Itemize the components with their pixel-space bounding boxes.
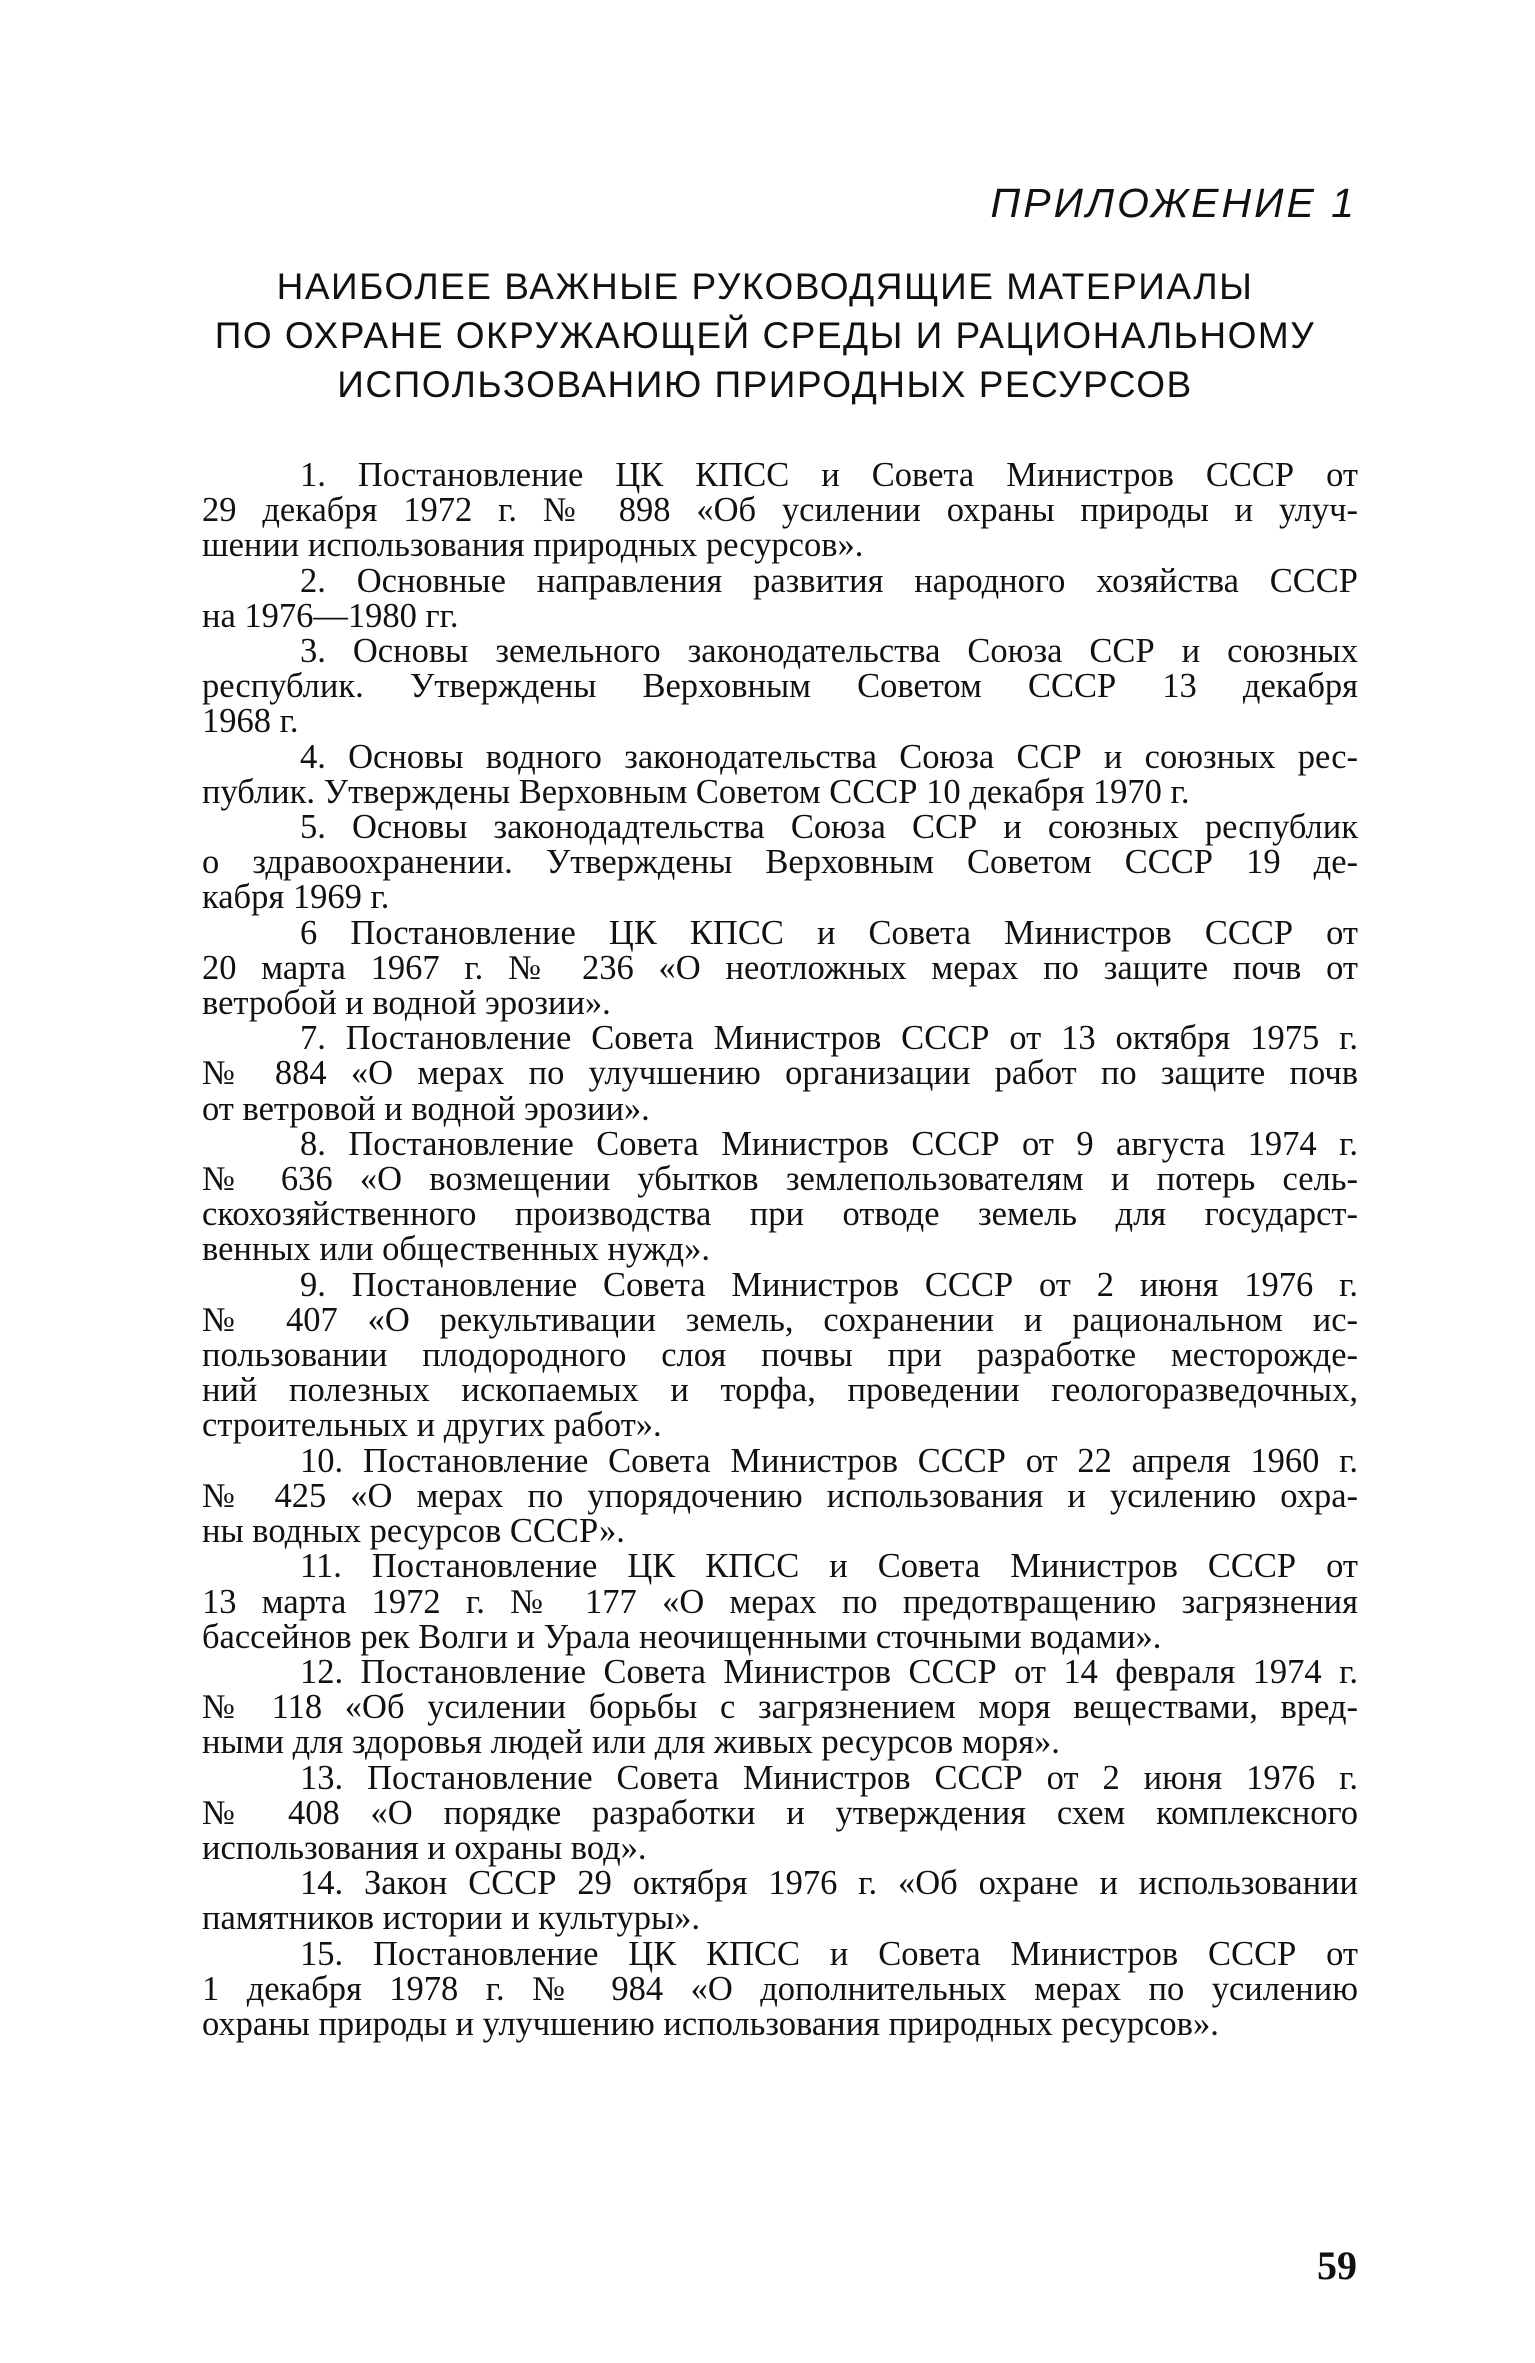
- list-item: [202, 1021, 1358, 1127]
- entry-line: пользовании плодородного слоя почвы при разработке месторожде-: [202, 1336, 1358, 1375]
- entry-line: скохозяйственного производства при отводе земель для государст-: [202, 1195, 1358, 1234]
- entry-line: о здравоохранении. Утверждены Верховным Советом СССР 19 де-: [202, 843, 1358, 882]
- title-line: НАИБОЛЕЕ ВАЖНЫЕ РУКОВОДЯЩИЕ МАТЕРИАЛЫ: [276, 266, 1254, 307]
- list-item: [202, 1934, 1358, 2043]
- entry-line: 9. Постановление Совета Министров СССР от 2 июня 1976 г.: [300, 1265, 1358, 1304]
- title-line: ИСПОЛЬЗОВАНИЮ ПРИРОДНЫХ РЕСУРСОВ: [337, 364, 1193, 405]
- entry-line: 1 декабря 1978 г. № 984 «О дополнительных мерах по усилению: [202, 1969, 1358, 2008]
- entry-line: ветробой и водной эрозии».: [202, 984, 611, 1023]
- entry-line: № 636 «О возмещении убытков землепользователям и потерь сель-: [202, 1160, 1358, 1199]
- entry-line: ний полезных ископаемых и торфа, проведении геологоразведочных,: [202, 1371, 1358, 1410]
- entry-line: 2. Основные направления развития народного хозяйства СССР: [300, 561, 1358, 600]
- entry-line: 11. Постановление ЦК КПСС и Совета Министров СССР от: [300, 1547, 1358, 1586]
- entry-line: кабря 1969 г.: [202, 878, 390, 917]
- entry-line: 12. Постановление Совета Министров СССР от 14 февраля 1974 г.: [300, 1652, 1358, 1691]
- entry-line: шении использования природных ресурсов».: [202, 526, 864, 565]
- entry-line: на 1976—1980 гг.: [202, 596, 459, 635]
- entry-line: ными для здоровья людей или для живых ресурсов моря».: [202, 1723, 1060, 1762]
- list-item: [202, 810, 1358, 916]
- entry-line: 4. Основы водного законодательства Союза ССР и союзных рес-: [300, 737, 1358, 776]
- entry-line: 1968 г.: [202, 702, 299, 741]
- entry-line: 14. Закон СССР 29 октября 1976 г. «Об охране и использовании: [300, 1864, 1358, 1903]
- entry-line: № 118 «Об усилении борьбы с загрязнением моря веществами, вред-: [202, 1688, 1358, 1727]
- list-item: [202, 1652, 1358, 1762]
- entry-line: 29 декабря 1972 г. № 898 «Об усилении охраны природы и улуч-: [202, 491, 1358, 530]
- list-item: [202, 1124, 1358, 1269]
- list-item: [202, 737, 1358, 811]
- entry-line: № 407 «О рекультивации земель, сохранении и рациональном ис-: [202, 1300, 1358, 1339]
- entry-line: 15. Постановление ЦК КПСС и Совета Министров СССР от: [300, 1934, 1358, 1973]
- entry-line: № 425 «О мерах по упорядочению использования и усилению охра-: [202, 1476, 1358, 1515]
- list-item: [202, 1441, 1358, 1551]
- entry-line: бассейнов рек Волги и Урала неочищенными сточными водами».: [202, 1617, 1162, 1656]
- entry-line: 7. Постановление Совета Министров СССР от 13 октября 1975 г.: [300, 1019, 1358, 1058]
- entry-line: № 884 «О мерах по улучшению организации работ по защите почв: [202, 1054, 1358, 1093]
- list-item: [202, 1549, 1358, 1655]
- list-item: [202, 458, 1358, 564]
- list-item: [202, 1758, 1358, 1867]
- entry-line: 3. Основы земельного законодательства Союза ССР и союзных: [300, 632, 1358, 671]
- entry-line: публик. Утверждены Верховным Советом СССР 10 декабря 1970 г.: [202, 772, 1190, 811]
- entry-line: ны водных ресурсов СССР».: [202, 1512, 625, 1551]
- entry-line: от ветровой и водной эрозии».: [202, 1089, 650, 1128]
- entry-line: 1. Постановление ЦК КПСС и Совета Министров СССР от: [300, 456, 1358, 494]
- list-item: [202, 913, 1358, 1023]
- entry-line: 5. Основы законодадтельства Союза ССР и союзных республик: [300, 808, 1358, 847]
- list-item: [202, 1866, 1358, 1936]
- title-line: ПО ОХРАНЕ ОКРУЖАЮЩЕЙ СРЕДЫ И РАЦИОНАЛЬНОМУ: [214, 315, 1316, 356]
- list-item: [202, 1265, 1358, 1445]
- appendix-label: ПРИЛОЖЕНИЕ 1: [990, 180, 1357, 226]
- entry-line: 20 марта 1967 г. № 236 «О неотложных мерах по защите почв от: [202, 948, 1358, 987]
- document-body: [202, 458, 1358, 2042]
- document-title: [170, 262, 1360, 409]
- entry-line: использования и охраны вод».: [202, 1828, 647, 1867]
- entry-line: венных или общественных нужд».: [202, 1230, 710, 1269]
- entry-line: республик. Утверждены Верховным Советом СССР 13 декабря: [202, 667, 1358, 706]
- list-item: [202, 634, 1358, 740]
- entry-line: 13 марта 1972 г. № 177 «О мерах по предотвращению загрязнения: [202, 1582, 1358, 1621]
- entry-line: 10. Постановление Совета Министров СССР от 22 апреля 1960 г.: [300, 1441, 1358, 1480]
- entry-line: охраны природы и улучшению использования природных ресурсов».: [202, 2004, 1219, 2043]
- entry-line: 13. Постановление Совета Министров СССР от 2 июня 1976 г.: [300, 1758, 1358, 1797]
- entry-line: 6 Постановление ЦК КПСС и Совета Министров СССР от: [300, 913, 1358, 952]
- entry-line: № 408 «О порядке разработки и утверждения схем комплексного: [202, 1793, 1358, 1832]
- entry-line: памятников истории и культуры».: [202, 1899, 701, 1938]
- list-item: [202, 561, 1358, 635]
- page-number: 59: [1317, 2243, 1357, 2288]
- entry-line: 8. Постановление Совета Министров СССР от 9 августа 1974 г.: [300, 1124, 1358, 1163]
- entry-line: строительных и других работ».: [202, 1406, 662, 1445]
